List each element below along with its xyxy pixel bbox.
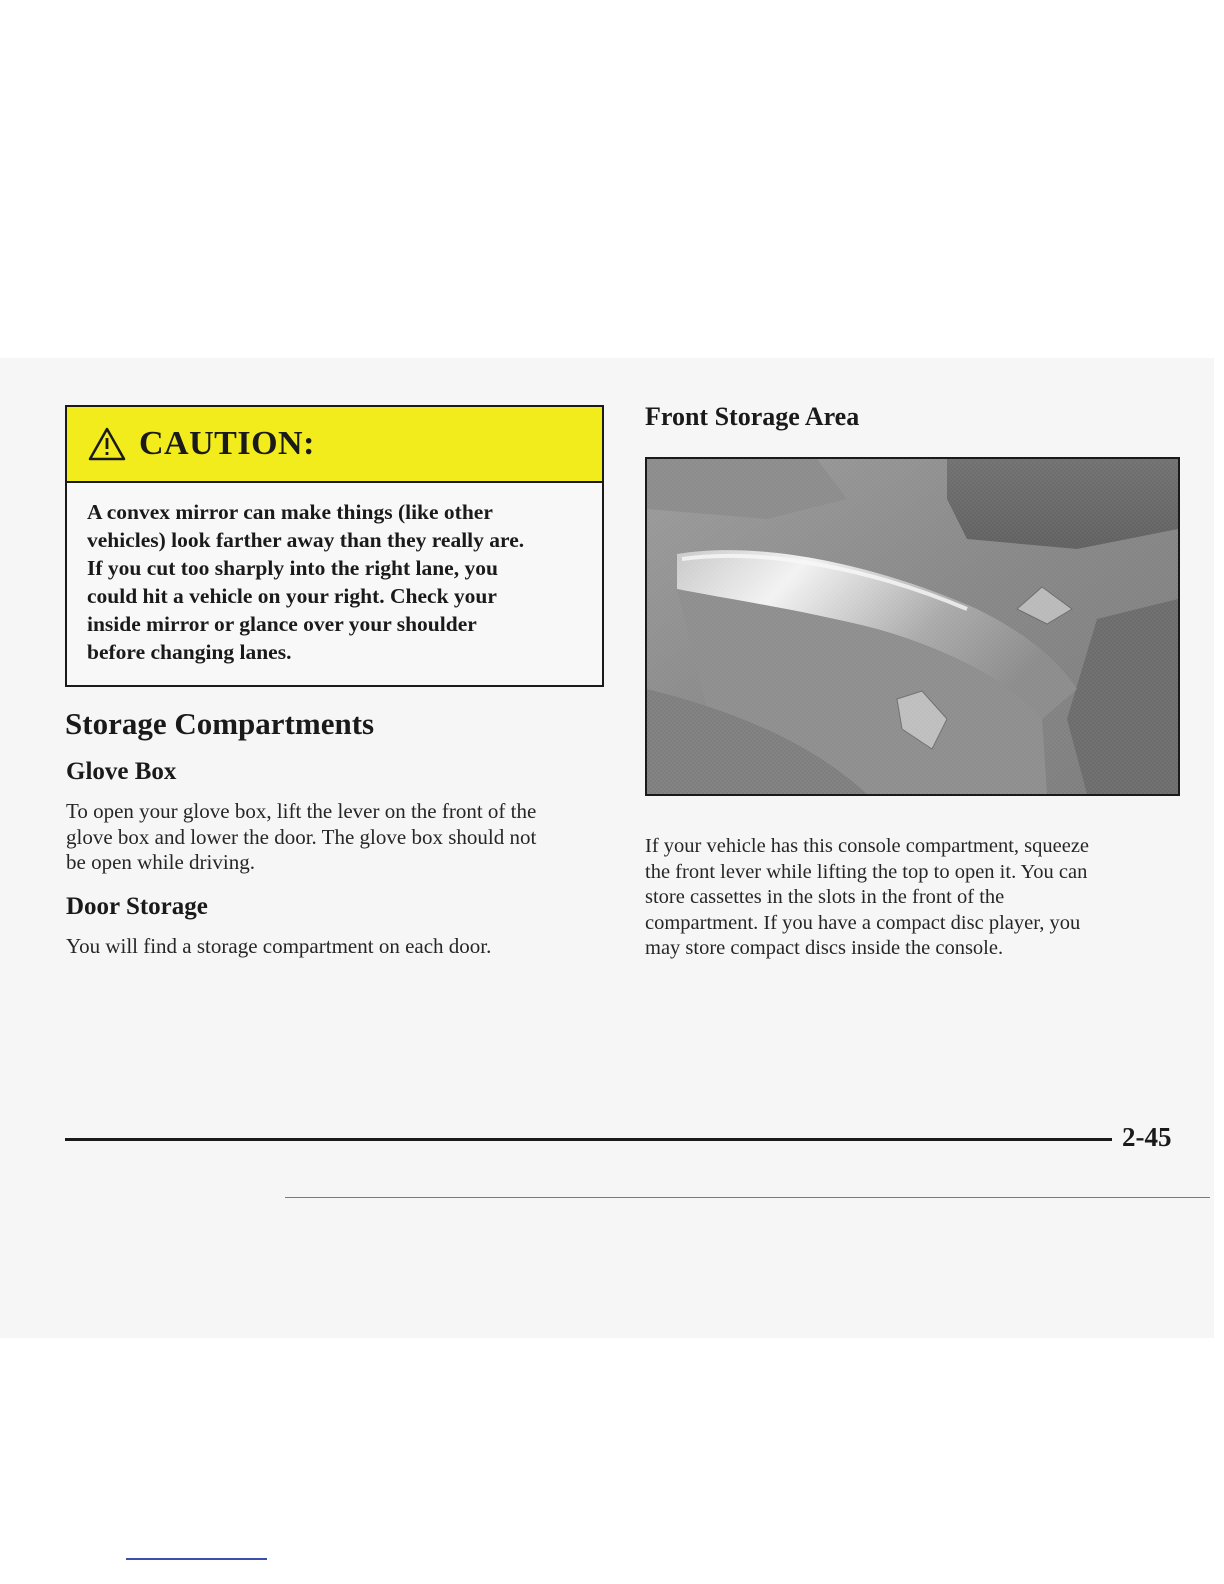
section-title: Storage Compartments bbox=[65, 706, 375, 741]
paragraph-line: If your vehicle has this console compartment, squeeze bbox=[645, 835, 1090, 857]
door-storage-paragraph bbox=[66, 934, 491, 960]
paragraph-line: compartment. If you have a compact disc player, you bbox=[645, 911, 1081, 934]
front-storage-paragraph bbox=[645, 834, 1089, 962]
door-storage-heading: Door Storage bbox=[66, 893, 208, 920]
caution-line: before changing lanes. bbox=[87, 640, 292, 664]
paragraph-line: the front lever while lifting the top to open it. You can bbox=[645, 860, 1088, 883]
caution-line: inside mirror or glance over your shoulder bbox=[87, 612, 477, 636]
caution-line: vehicles) look farther away than they really are. bbox=[87, 528, 525, 552]
glove-box-paragraph bbox=[66, 799, 536, 876]
caution-line: could hit a vehicle on your right. Check your bbox=[87, 584, 497, 608]
front-storage-heading: Front Storage Area bbox=[645, 402, 860, 431]
caution-line: A convex mirror can make things (like other bbox=[87, 500, 493, 524]
glove-box-heading: Glove Box bbox=[66, 758, 177, 785]
caution-box bbox=[65, 405, 604, 687]
divider bbox=[285, 1197, 1210, 1198]
caution-title: CAUTION: bbox=[139, 425, 315, 462]
warning-triangle-icon bbox=[87, 426, 127, 462]
paragraph-line: be open while driving. bbox=[66, 850, 255, 874]
caution-text bbox=[67, 483, 602, 666]
paragraph-line: store cassettes in the slots in the front of the bbox=[645, 886, 1005, 908]
paragraph-line: may store compact discs inside the console. bbox=[645, 937, 1004, 959]
paragraph-line: glove box and lower the door. The glove box should not bbox=[66, 824, 537, 849]
footer-rule bbox=[65, 1138, 1112, 1141]
link-underline bbox=[126, 1558, 267, 1560]
caution-line: If you cut too sharply into the right lane, you bbox=[87, 556, 498, 580]
console-photo-illustration bbox=[647, 459, 1178, 794]
paragraph-line: You will find a storage compartment on each door. bbox=[66, 934, 492, 958]
console-compartment-photo bbox=[645, 457, 1180, 796]
page-number: 2-45 bbox=[1122, 1122, 1172, 1152]
caution-header bbox=[67, 407, 602, 483]
paragraph-line: To open your glove box, lift the lever on the front of the bbox=[66, 799, 537, 823]
